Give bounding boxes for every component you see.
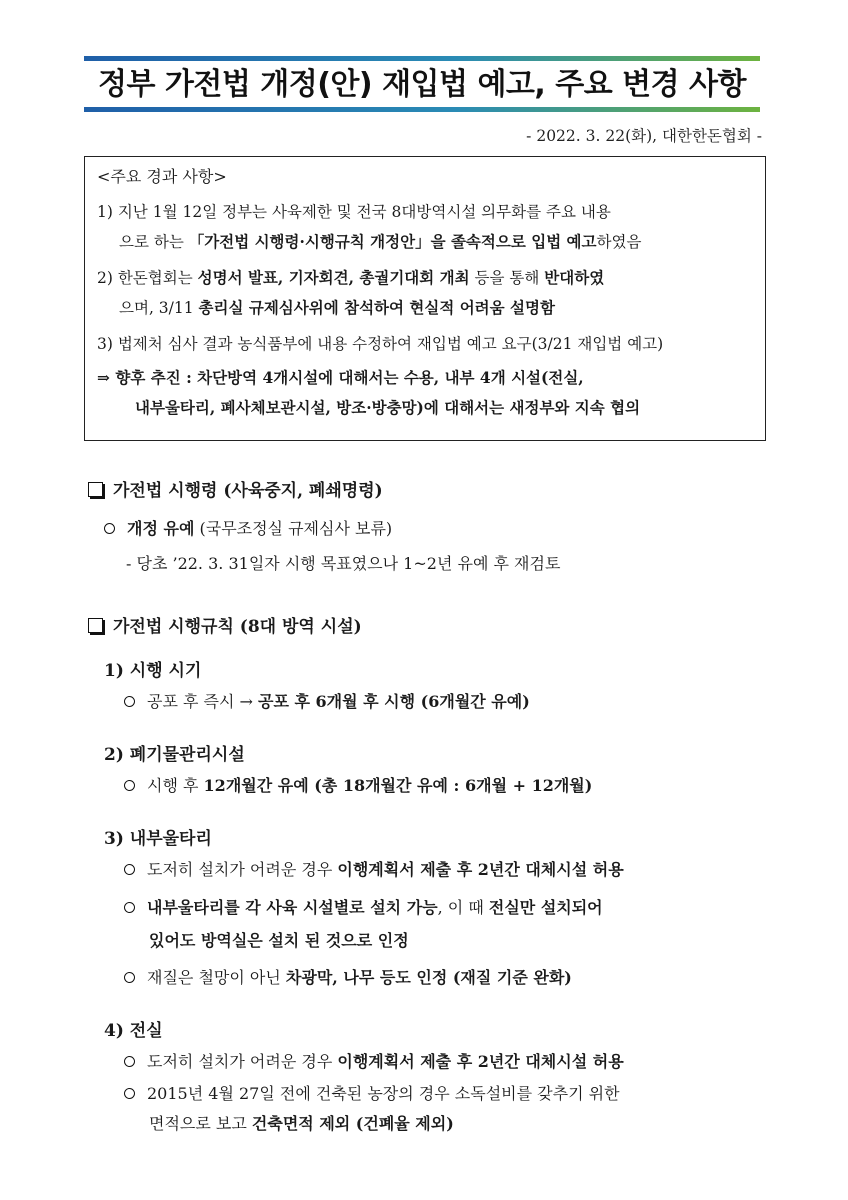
circle-bullet-icon <box>104 523 115 534</box>
circle-bullet-icon <box>124 696 135 707</box>
subsection-4-title: 4) 전실 <box>104 1021 163 1041</box>
text-span: 면적으로 보고 <box>149 1114 252 1133</box>
text-span: , 이 때 <box>437 898 489 917</box>
summary-item-1-line-2 <box>97 227 755 257</box>
subsection-1-title: 1) 시행 시기 <box>104 661 202 681</box>
text-span: 재질은 철망이 아닌 <box>147 968 286 987</box>
text-span: 2) 한돈협회는 <box>97 269 198 287</box>
bold-span: 12개월간 유예 (총 18개월간 유예 : 6개월 + 12개월) <box>203 776 593 795</box>
text-span: (국무조정실 규제심사 보류) <box>194 519 393 538</box>
subsection-3-bullet-2-cont: 있어도 방역실은 설치 된 것으로 인정 <box>149 931 409 950</box>
summary-box <box>84 156 766 441</box>
subsection-3-bullet-2 <box>124 896 603 920</box>
date-line: - 2022. 3. 22(화), 대한한돈협회 - <box>526 127 762 145</box>
subsection-3-bullet-1 <box>124 858 624 882</box>
bold-span: 성명서 발표, 기자회견, 총궐기대회 개최 <box>197 268 470 287</box>
subsection-2-title: 2) 폐기물관리시설 <box>104 745 245 765</box>
bold-span: 「가전법 시행령·시행규칙 개정안」을 졸속적으로 입법 예고 <box>188 232 597 251</box>
summary-item-2-line-1 <box>97 263 755 293</box>
title-top-rule <box>84 56 760 61</box>
summary-item-2 <box>97 263 755 323</box>
circle-bullet-icon <box>124 1088 135 1099</box>
bold-span: 총리실 규제심사위에 참석하여 현실적 어려움 설명함 <box>198 298 555 317</box>
summary-item-1 <box>97 197 755 257</box>
title-bottom-rule <box>84 107 760 112</box>
circle-bullet-icon <box>124 1056 135 1067</box>
text-span: 도저히 설치가 어려운 경우 <box>147 1052 338 1071</box>
subsection-3-title: 3) 내부울타리 <box>104 829 212 849</box>
subsection-4-bullet-2-cont <box>149 1112 454 1136</box>
bold-span: 개정 유예 <box>127 519 195 538</box>
bold-span: 내부울타리를 각 사육 시설별로 설치 가능 <box>147 898 438 917</box>
bold-span: 차광막, 나무 등도 인정 (재질 기준 완화) <box>285 968 572 987</box>
circle-bullet-icon <box>124 864 135 875</box>
text-span: 2015년 4월 27일 전에 건축된 농장의 경우 소독설비를 갖추기 위한 <box>147 1084 620 1103</box>
subsection-1-bullet <box>124 690 530 714</box>
section-2-title: 가전법 시행규칙 (8대 방역 시설) <box>113 617 362 637</box>
text-span: 하였음 <box>596 233 642 251</box>
text-span: 등을 통해 <box>469 269 545 287</box>
bold-span: 이행계획서 제출 후 2년간 대체시설 허용 <box>337 1052 624 1071</box>
text-span: 공포 후 즉시 → <box>147 692 259 711</box>
page-title: 정부 가전법 개정(안) 재입법 예고, 주요 변경 사항 <box>97 67 747 102</box>
subsection-4-bullet-1 <box>124 1050 624 1074</box>
section-1-bullet <box>104 517 392 541</box>
text-span: 으로 하는 <box>119 233 189 251</box>
text-span: 으며, 3/11 <box>119 299 199 317</box>
bold-span: 이행계획서 제출 후 2년간 대체시설 허용 <box>337 860 624 879</box>
summary-heading: <주요 경과 사항> <box>97 167 227 186</box>
text-span: 도저히 설치가 어려운 경우 <box>147 860 338 879</box>
section-1-dash-line: - 당초 ’22. 3. 31일자 시행 목표였으나 1~2년 유예 후 재검토 <box>126 554 561 573</box>
circle-bullet-icon <box>124 780 135 791</box>
summary-item-2-line-2 <box>97 293 755 323</box>
subsection-3-bullet-3 <box>124 966 572 990</box>
summary-next-steps <box>97 363 755 423</box>
summary-item-3: 3) 법제처 심사 결과 농식품부에 내용 수정하여 재입법 예고 요구(3/21 재입법 예고) <box>97 335 664 353</box>
next-steps-line-1: ⇒ 향후 추진 : 차단방역 4개시설에 대해서는 수용, 내부 4개 시설(전실, <box>97 368 584 387</box>
subsection-2-bullet <box>124 774 592 798</box>
title-banner <box>84 56 760 112</box>
checkbox-icon <box>88 618 103 633</box>
bold-span: 건축면적 제외 (건폐율 제외) <box>251 1114 454 1133</box>
subsection-4-bullet-2 <box>124 1082 620 1106</box>
summary-item-1-line-1: 1) 지난 1월 12일 정부는 사육제한 및 전국 8대방역시설 의무화를 주요 내용 <box>97 203 611 221</box>
section-2-heading <box>88 612 362 637</box>
checkbox-icon <box>88 482 103 497</box>
circle-bullet-icon <box>124 972 135 983</box>
circle-bullet-icon <box>124 902 135 913</box>
bold-span: 전실만 설치되어 <box>488 898 603 917</box>
section-1-heading <box>88 476 383 501</box>
bold-span: 공포 후 6개월 후 시행 (6개월간 유예) <box>258 692 530 711</box>
text-span: 시행 후 <box>147 776 204 795</box>
next-steps-line-2: 내부울타리, 폐사체보관시설, 방조·방충망)에 대해서는 새정부와 지속 협의 <box>135 398 641 417</box>
bold-span: 반대하였 <box>544 268 605 287</box>
section-1-title: 가전법 시행령 (사육중지, 폐쇄명령) <box>113 481 383 501</box>
